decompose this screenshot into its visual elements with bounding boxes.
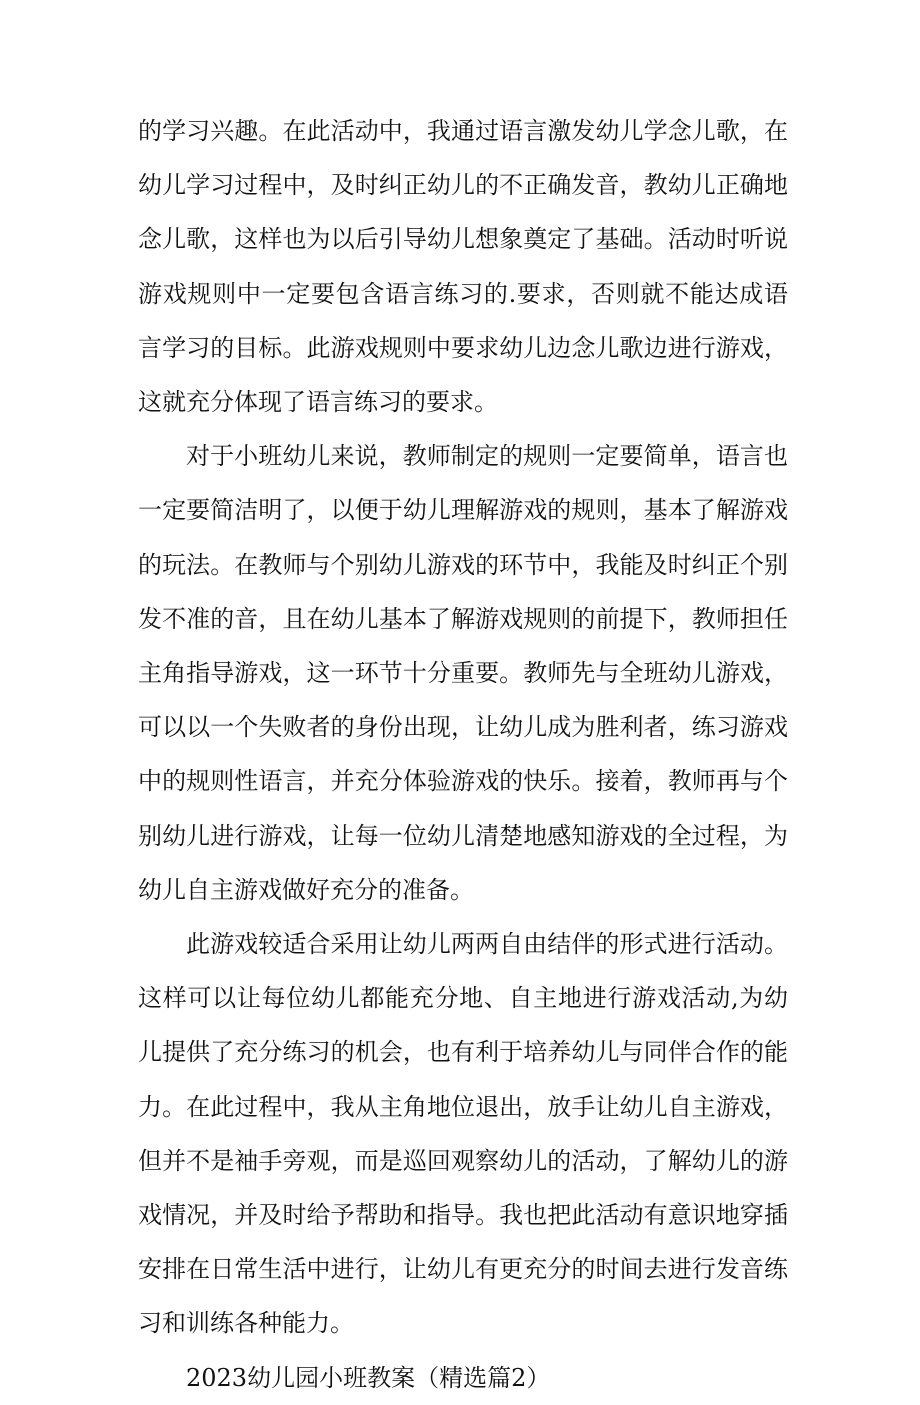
document-body [138,104,788,1405]
section-heading: 2023幼儿园小班教案（精选篇2） [186,1363,551,1392]
paragraph-pair-play: 此游戏较适合采用让幼儿两两自由结伴的形式进行活动。这样可以让每位幼儿都能充分地、自主地进行游戏活动,为幼儿提供了充分练习的机会，也有利于培养幼儿与同伴合作的能力。在此过程中，我从主角地位退出，放手让幼儿自主游戏，但并不是袖手旁观，而是巡回观察幼儿的活动，了解幼儿的游戏情况，并及时给予帮助和指导。我也把此活动有意识地穿插安排在日常生活中进行，让幼儿有更充分的时间去进行发音练习和训练各种能力。 [138,930,788,1338]
paragraph-rules: 对于小班幼儿来说，教师制定的规则一定要简单，语言也一定要简洁明了，以便于幼儿理解游戏的规则，基本了解游戏的玩法。在教师与个别幼儿游戏的环节中，我能及时纠正个别发不准的音，且在幼儿基本了解游戏规则的前提下，教师担任主角指导游戏，这一环节十分重要。教师先与全班幼儿游戏，可以以一个失败者的身份出现，让幼儿成为胜利者，练习游戏中的规则性语言，并充分体验游戏的快乐。接着，教师再与个别幼儿进行游戏，让每一位幼儿清楚地感知游戏的全过程，为幼儿自主游戏做好充分的准备。 [138,442,788,904]
paragraph-continuation: 的学习兴趣。在此活动中，我通过语言激发幼儿学念儿歌，在幼儿学习过程中，及时纠正幼儿的不正确发音，教幼儿正确地念儿歌，这样也为以后引导幼儿想象奠定了基础。活动时听说游戏规则中一定要包含语言练习的.要求，否则就不能达成语言学习的目标。此游戏规则中要求幼儿边念儿歌边进行游戏，这就充分体现了语言练习的要求。 [138,117,788,417]
